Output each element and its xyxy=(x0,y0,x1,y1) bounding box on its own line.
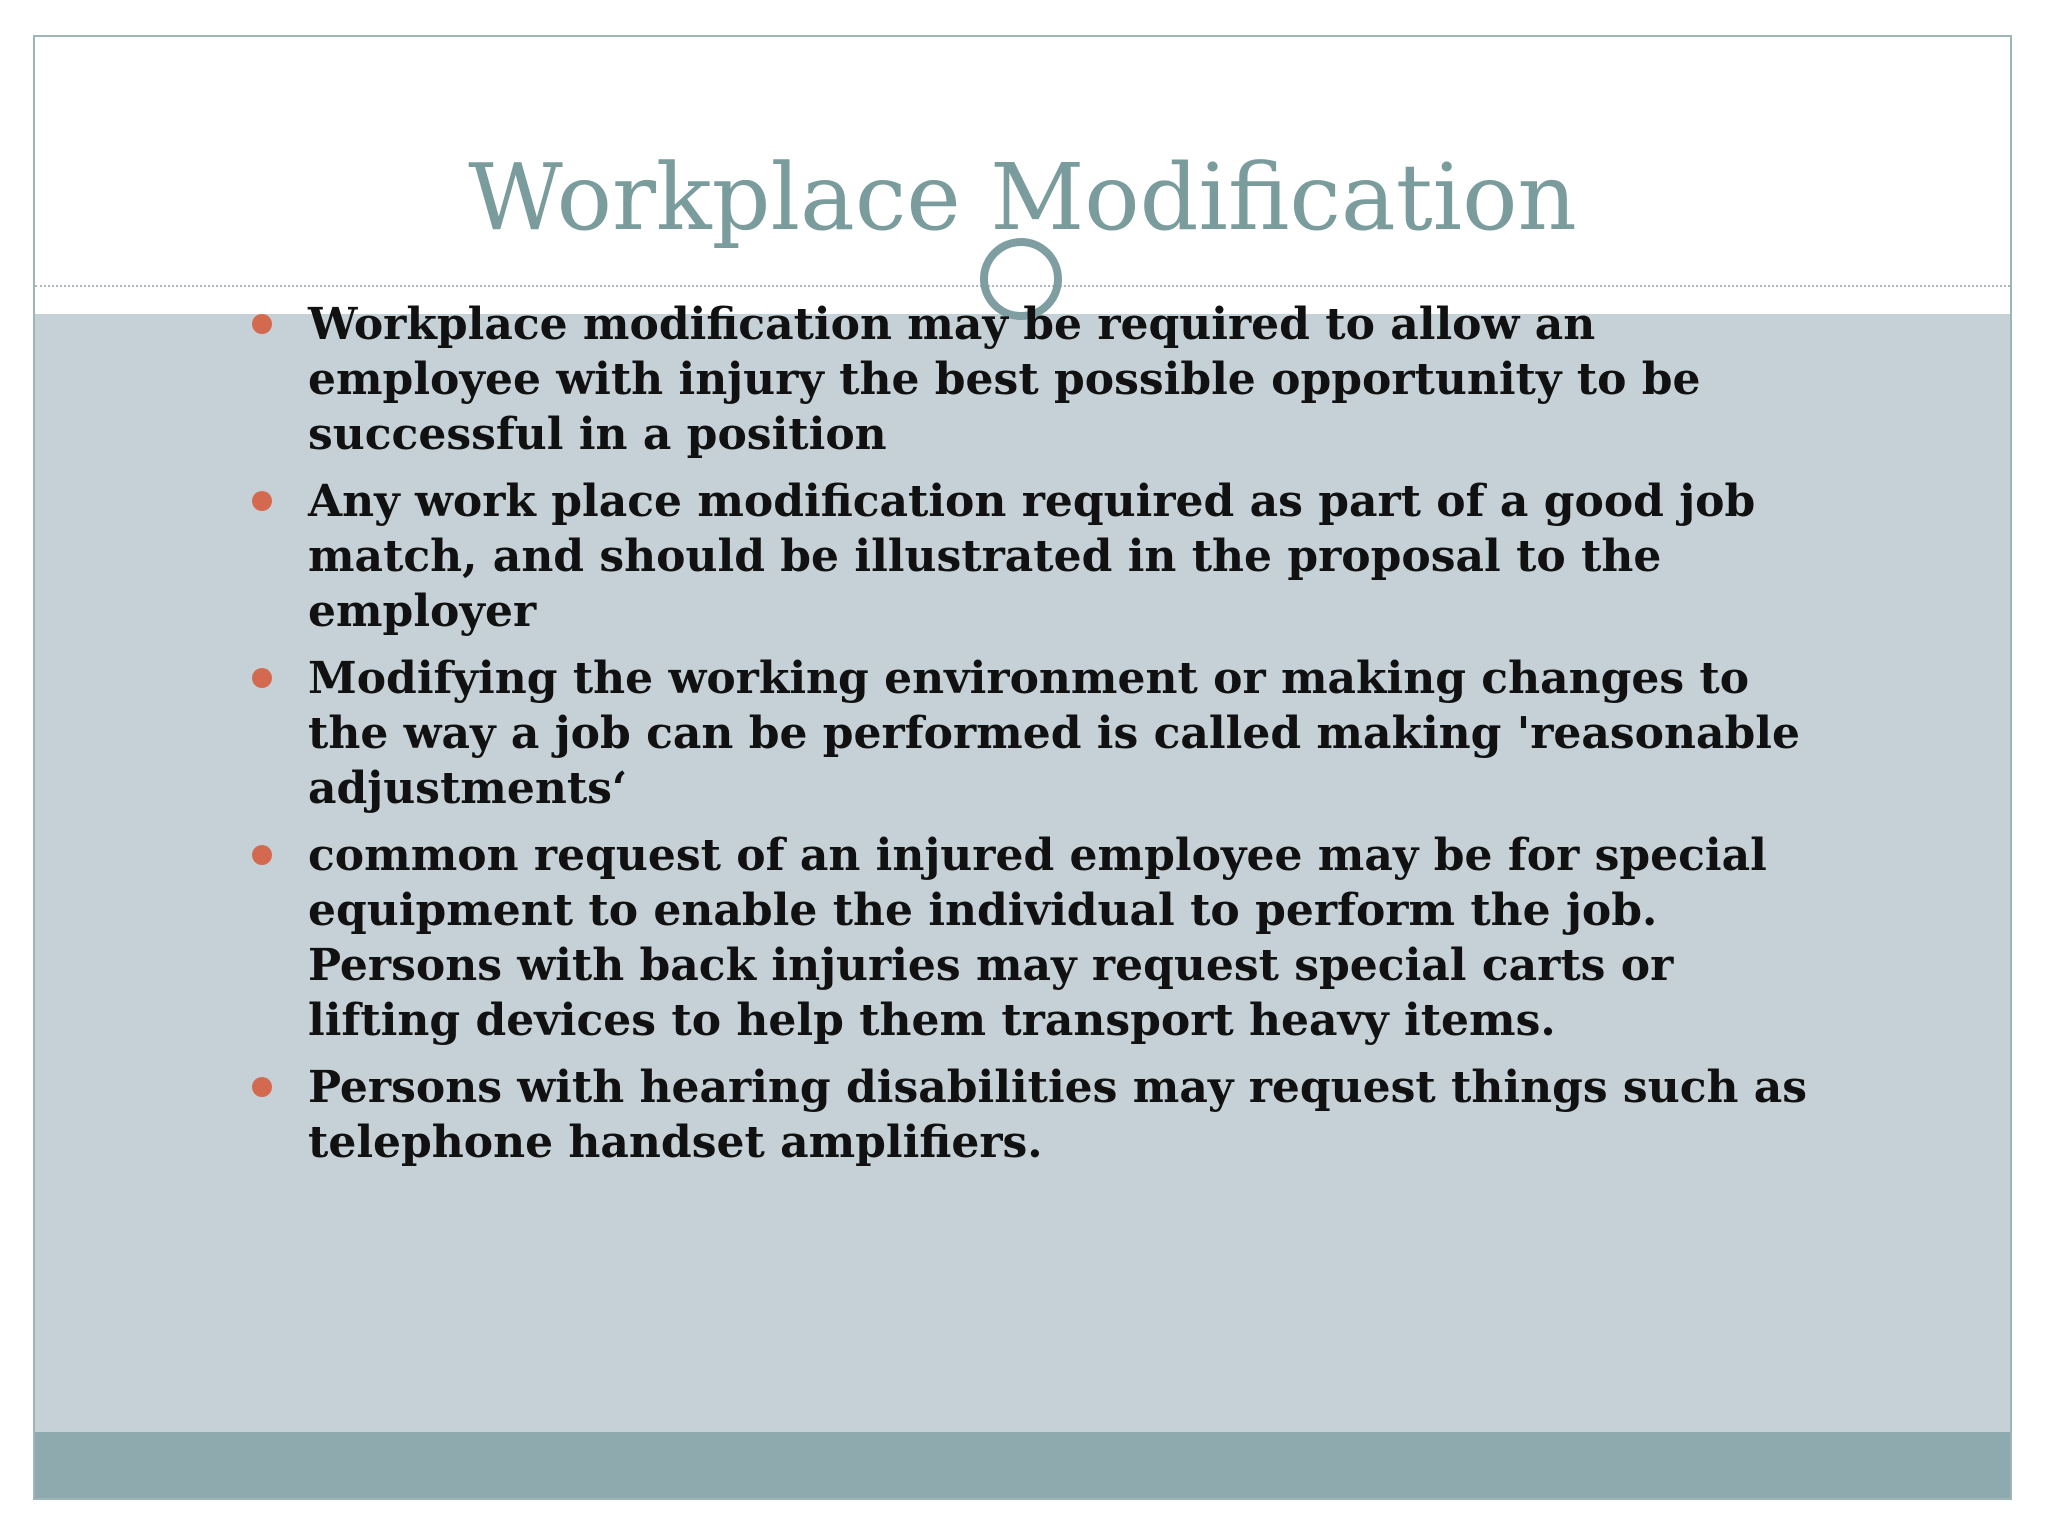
bullet-dot-icon xyxy=(252,845,272,865)
bullet-text: Workplace modification may be required to allow an employee with injury the best possible opportunity to be successful in a position xyxy=(308,299,1701,460)
bullet-text: Modifying the working environment or making changes to the way a job can be performed is called making 'reasonable adjustments‘ xyxy=(308,653,1801,814)
bullet-text: common request of an injured employee may be for special equipment to enable the individual to perform the job. Persons with back injuries may request special carts or lifting devices to help them transport heavy items. xyxy=(308,830,1767,1046)
bullet-list xyxy=(35,297,2010,1182)
bullet-dot-icon xyxy=(252,314,272,334)
bullet-item xyxy=(35,651,2010,816)
bullet-dot-icon xyxy=(252,1077,272,1097)
bullet-item xyxy=(35,297,2010,462)
bullet-dot-icon xyxy=(252,668,272,688)
bullet-item xyxy=(35,474,2010,639)
bullet-text: Persons with hearing disabilities may request things such as telephone handset amplifiers. xyxy=(308,1062,1808,1168)
bullet-item xyxy=(35,828,2010,1048)
slide xyxy=(33,35,2012,1500)
bullet-item xyxy=(35,1060,2010,1170)
bullet-dot-icon xyxy=(252,491,272,511)
slide-title: Workplace Modification xyxy=(468,144,1577,251)
footer-band xyxy=(35,1432,2010,1500)
bullet-text: Any work place modification required as part of a good job match, and should be illustrated in the proposal to the employer xyxy=(308,476,1756,637)
